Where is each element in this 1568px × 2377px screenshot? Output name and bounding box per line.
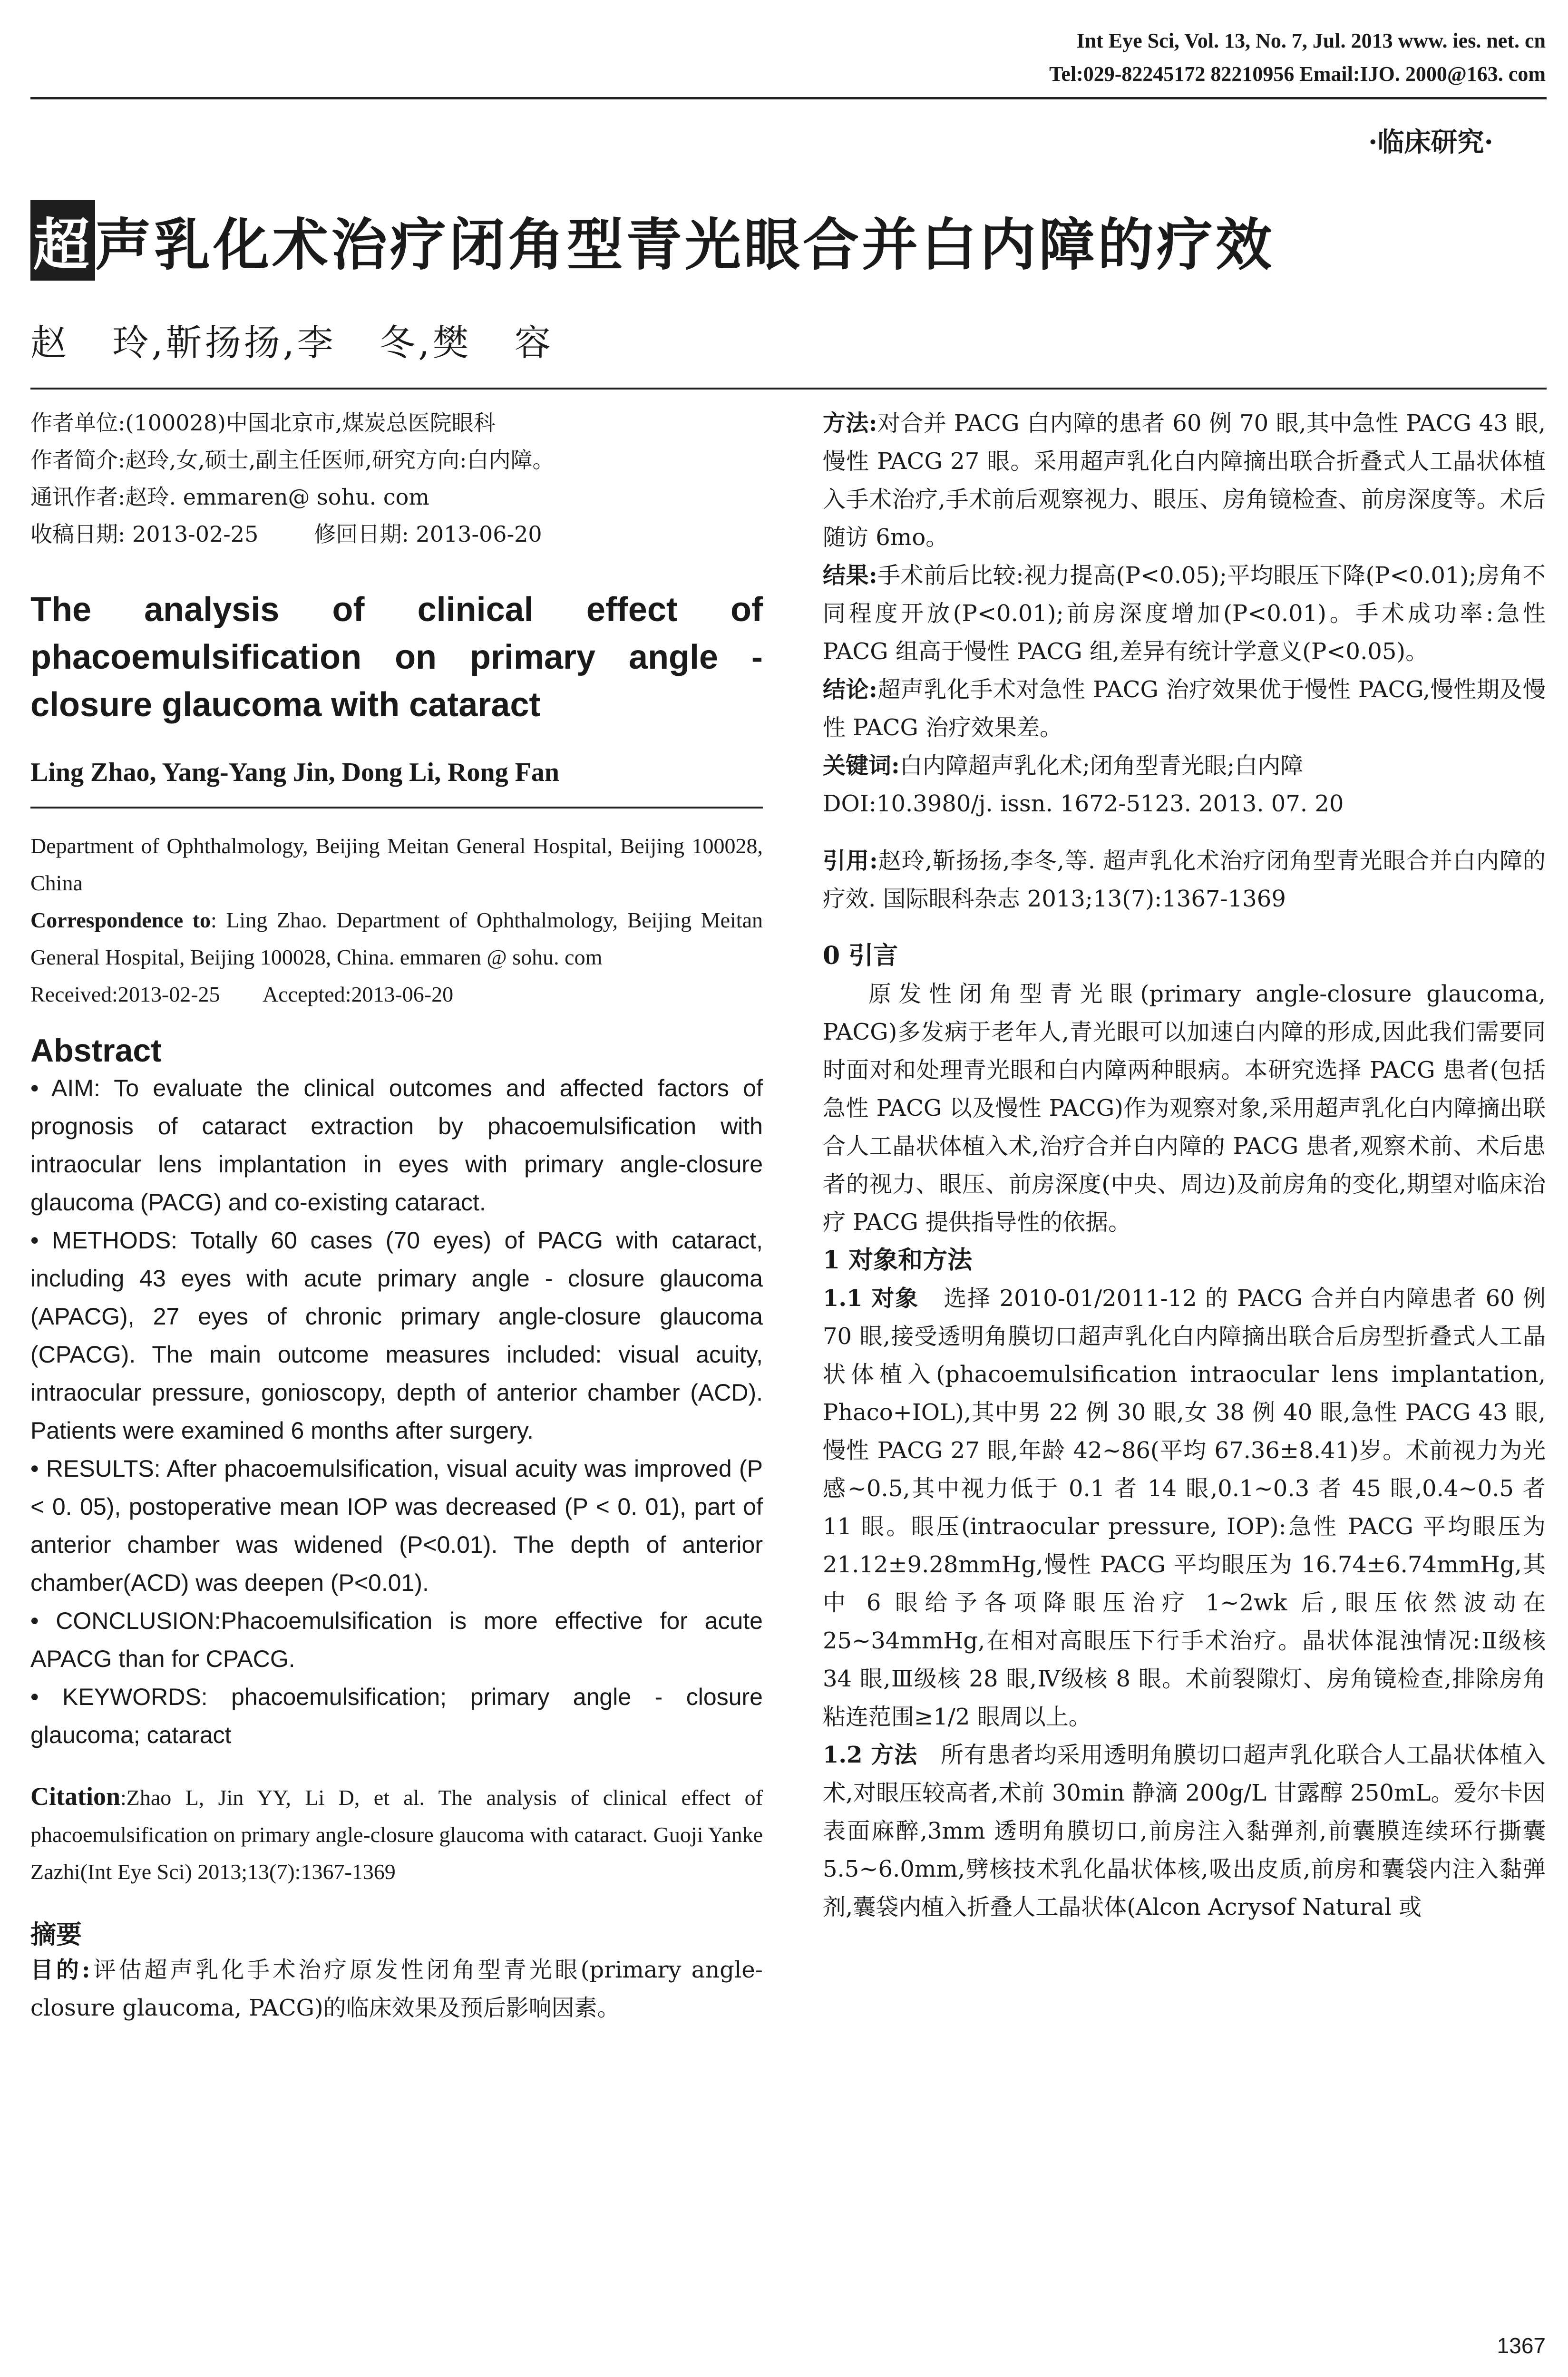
- authors-chinese: 赵 玲,靳扬扬,李 冬,樊 容: [30, 321, 554, 364]
- abstract-methods: • METHODS: Totally 60 cases (70 eyes) of PACG with cataract, including 43 eyes with acute primary angle - closure glaucoma (APACG), 27 eyes of chronic primary angle-closure glaucoma (CPACG). The main outcome measures included: visual acuity, intraocular pressure, gonioscopy, depth of anterior chamber (ACD). Patients were examined 6 months after surgery.: [30, 1227, 763, 1444]
- journal-header-line: Int Eye Sci, Vol. 13, No. 7, Jul. 2013 www. ies. net. cn: [1076, 29, 1546, 52]
- keywords-text: 白内障超声乳化术;闭角型青光眼;白内障: [899, 752, 1304, 779]
- abstract-conclusion: • CONCLUSION:Phacoemulsification is more effective for acute APACG than for CPACG.: [30, 1607, 763, 1672]
- abstract-results: • RESULTS: After phacoemulsification, visual acuity was improved (P < 0. 05), postoperative mean IOP was decreased (P < 0. 01), part of anterior chamber was widened (P<0.01). The depth of anterior chamber(ACD) was deepen (P<0.01).: [30, 1455, 763, 1596]
- results-label: 结果:: [823, 562, 877, 589]
- cn-conclusion: [823, 671, 1546, 747]
- procedure-label: 1.2 方法: [823, 1742, 918, 1768]
- abstract-keywords: • KEYWORDS: phacoemulsification; primary angle - closure glaucoma; cataract: [30, 1684, 763, 1748]
- methods-label: 方法:: [823, 410, 877, 437]
- correspondence: [30, 902, 763, 976]
- author-info-line: 通讯作者:赵玲. emmaren@ sohu. com: [30, 484, 429, 510]
- article-title: [30, 200, 1543, 281]
- results-text: 手术前后比较:视力提高(P<0.05);平均眼压下降(P<0.01);房角不同程度开放(P<0.01);前房深度增加(P<0.01)。手术成功率:急性 PACG 组高于慢性 PACG 组,差异有统计学意义(P<0.05)。: [823, 562, 1546, 665]
- english-authors: Ling Zhao, Yang-Yang Jin, Dong Li, Rong Fan: [30, 758, 560, 787]
- cn-results: [823, 556, 1546, 671]
- cn-citation: [823, 842, 1546, 918]
- cn-methods: [823, 404, 1546, 556]
- citation-text: :Zhao L, Jin YY, Li D, et al. The analysis of clinical effect of phacoemulsification on primary angle-closure glaucoma with cataract. Guoji Yanke Zazhi(Int Eye Sci) 2013;13(7):1367-1369: [30, 1785, 763, 1884]
- received-dates: Received:2013-02-25 Accepted:2013-06-20: [30, 982, 454, 1006]
- methods-text: 对合并 PACG 白内障的患者 60 例 70 眼,其中急性 PACG 43 眼,慢性 PACG 27 眼。采用超声乳化白内障摘出联合折叠式人工晶状体植入手术治疗,手术前后观察视力、眼压、房角镜检查、前房深度等。术后随访 6mo。: [823, 410, 1546, 551]
- subjects-label: 1.1 对象: [823, 1285, 919, 1312]
- spacer: [823, 918, 1546, 937]
- chinese-abstract-heading: 摘要: [30, 1919, 82, 1949]
- keywords-label: 关键词:: [823, 752, 900, 779]
- doi: DOI:10.3980/j. issn. 1672-5123. 2013. 07. 20: [823, 790, 1344, 817]
- author-info-line: 作者单位:(100028)中国北京市,煤炭总医院眼科: [30, 410, 496, 436]
- citation: [30, 1778, 763, 1890]
- department: Department of Ophthalmology, Beijing Meitan General Hospital, Beijing 100028, China: [30, 834, 763, 895]
- author-info-line: 收稿日期: 2013-02-25 修回日期: 2013-06-20: [30, 521, 542, 547]
- left-column: [30, 404, 763, 2027]
- conclusion-text: 超声乳化手术对急性 PACG 治疗效果优于慢性 PACG,慢性期及慢性 PACG 治疗效果差。: [823, 676, 1546, 741]
- intro-paragraph: 原发性闭角型青光眼(primary angle-closure glaucoma, PACG)多发病于老年人,青光眼可以加速白内障的形成,因此我们需要同时面对和处理青光眼和白内障两种眼病。本研究选择 PACG 患者(包括急性 PACG 以及慢性 PACG)作为观察对象,采用超声乳化白内障摘出联合人工晶状体植入术,治疗合并白内障的 PACG 患者,观察术前、术后患者的视力、眼压、前房深度(中央、周边)及前房角的变化,期望对临床治疗 PACG 提供指导性的依据。: [823, 981, 1546, 1236]
- title-rest: 声乳化术治疗闭角型青光眼合并白内障的疗效: [95, 212, 1275, 278]
- subjects-text: 选择 2010-01/2011-12 的 PACG 合并白内障患者 60 例 70 眼,接受透明角膜切口超声乳化白内障摘出联合后房型折叠式人工晶状体植入(phacoemulsification intraocular lens implantation, Phaco+IOL),其中男 22 例 30 眼,女 38 例 40 眼,急性 PACG 43 眼,慢性 PACG 27 眼,年龄 42~86(平均 67.36±8.41)岁。术前视力为光感~0.5,其中视力低于 0.1 者 14 眼,0.1~0.3 者 45 眼,0.4~0.5 者 11 眼。眼压(intraocular pressure, IOP):急性 PACG 平均眼压为 21.12±9.28mmHg,慢性 PACG 平均眼压为 16.74±6.74mmHg,其中 6 眼给予各项降眼压治疗 1~2wk 后,眼压依然波动在 25~34mmHg,在相对高眼压下行手术治疗。晶状体混浊情况:Ⅱ级核 34 眼,Ⅲ级核 28 眼,Ⅳ级核 8 眼。术前裂隙灯、房角镜检查,排除房角粘连范围≥1/2 眼周以上。: [823, 1285, 1546, 1730]
- cite-text: 赵玲,靳扬扬,李冬,等. 超声乳化术治疗闭角型青光眼合并白内障的疗效. 国际眼科杂志 2013;13(7):1367-1369: [823, 848, 1546, 912]
- title-first-char: 超: [30, 200, 95, 281]
- procedure-text: 所有患者均采用透明角膜切口超声乳化联合人工晶状体植入术,对眼压较高者,术前 30min 静滴 200g/L 甘露醇 250mL。爱尔卡因表面麻醉,3mm 透明角膜切口,前房注入黏弹剂,前囊膜连续环行撕囊 5.5~6.0mm,劈核技术乳化晶状体核,吸出皮质,前房和囊袋内注入黏弹剂,囊袋内植入折叠人工晶状体(Alcon Acrysof Natural 或: [823, 1742, 1546, 1920]
- abstract-heading: Abstract: [30, 1033, 162, 1069]
- correspondence-label: Correspondence to: [30, 908, 211, 932]
- abstract-aim: • AIM: To evaluate the clinical outcomes and affected factors of prognosis of cataract extraction by phacoemulsification with intraocular lens implantation in eyes with primary angle-closure glaucoma (PACG) and co-existing cataract.: [30, 1075, 763, 1216]
- cite-label: 引用:: [823, 848, 878, 874]
- procedure-paragraph: [823, 1736, 1546, 1926]
- right-column: [823, 404, 1546, 1926]
- aim-text: 评估超声乳化手术治疗原发性闭角型青光眼(primary angle-closure glaucoma, PACG)的临床效果及预后影响因素。: [30, 1957, 763, 2021]
- english-title: The analysis of clinical effect of phacoemulsification on primary angle - closure glaucoma with cataract: [30, 591, 763, 724]
- conclusion-label: 结论:: [823, 676, 877, 703]
- section-label: ·临床研究·: [1368, 127, 1493, 158]
- aim-label: 目的:: [30, 1957, 90, 1983]
- chinese-aim: [30, 1951, 763, 2027]
- spacer: [823, 823, 1546, 842]
- title-rule: [30, 388, 1547, 390]
- journal-contact-line: Tel:029-82245172 82210956 Email:IJO. 2000@163. com: [1049, 62, 1546, 86]
- intro-heading: 0 引言: [823, 941, 898, 970]
- authors-rule: [30, 807, 763, 809]
- author-info-line: 作者简介:赵玲,女,硕士,副主任医师,研究方向:白内障。: [30, 447, 555, 473]
- subjects-paragraph: [823, 1279, 1546, 1736]
- correspondence-text: : Ling Zhao. Department of Ophthalmology, Beijing Meitan General Hospital, Beijing 100028, China. emmaren @ sohu. com: [30, 908, 763, 969]
- header-rule: [30, 97, 1547, 99]
- methods-heading: 1 对象和方法: [823, 1246, 973, 1275]
- cn-keywords: [823, 747, 1546, 785]
- page-number: 1367: [1497, 2333, 1546, 2358]
- citation-label: Citation: [30, 1782, 120, 1811]
